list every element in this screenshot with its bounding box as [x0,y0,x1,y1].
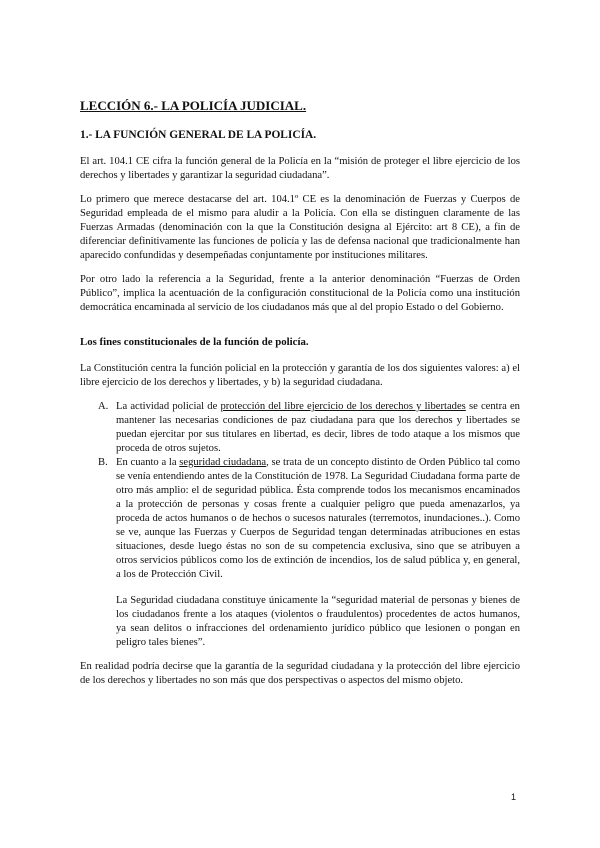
underlined-term-seguridad: seguridad ciudadana [179,457,267,468]
document-body [80,98,520,698]
list-item-b-text: En cuanto a la seguridad ciudadana, se trata de un concepto distinto de Orden Público tal como se venía entendiendo antes de la Constitución de 1978. La Seguridad Ciudadana forma parte de otro más amplio: el de seguridad pública. Ésta comprende todos los mecanismos encaminados a la protección de personas y cosas frente a cualquier peligro que pueda amenazarlos, ya proceda de actos humanos o de hechos o sucesos naturales (terremotos, inundaciones..). Como se ve, aunque las Fuerzas y Cuerpos de Seguridad tengan determinadas atribuciones en estas situaciones, desde luego éstas no son de su competencia exclusiva, sino que se atribuyen a otros servicios públicos como los de extinción de incendios, los de salud pública y, en general, a los de Protección Civil. [116,457,520,580]
list-item-a [80,400,520,456]
list-item-b [80,456,520,650]
values-list [80,400,520,650]
paragraph-denominacion: Lo primero que merece destacarse del art. 104.1º CE es la denominación de Fuerzas y Cuerpos de Seguridad empleada de el mismo para aludir a la Policía. Con ella se distinguen claramente de las Fuerzas Armadas (denominación con la que la Constitución designa al Ejército: art 8 CE), a fin de diferenciar definitivamente las funciones de policía y las de defensa nacional que tradicionalmente han aparecido confundidas y desempeñadas conjuntamente por instituciones militares. [80,194,520,261]
page-number: 1 [510,792,516,802]
underlined-term-derechos: protección del libre ejercicio de los derechos y libertades [220,401,466,412]
list-marker-a: A. [98,401,109,412]
paragraph-intro-valores: La Constitución centra la función policial en la protección y garantía de los dos siguientes valores: a) el libre ejercicio de los derechos y libertades, y b) la seguridad ciudadana. [80,363,520,388]
list-item-a-text: La actividad policial de protección del libre ejercicio de los derechos y libertades se centra en mantener las necesarias condiciones de paz ciudadana para que los derechos y libertades se puedan ejercitar por sus titulares en libertad, es decir, libres de todo ataque a los mismos que proceda de otros sujetos. [116,401,520,454]
list-marker-b: B. [98,457,108,468]
paragraph-conclusion: En realidad podría decirse que la garantía de la seguridad ciudadana y la protección del libre ejercicio de los derechos y libertades no son más que dos perspectivas o aspectos del mismo objeto. [80,661,520,686]
list-item-b-subparagraph: La Seguridad ciudadana constituye únicamente la “seguridad material de personas y bienes de los ciudadanos frente a los ataques (violentos o fraudulentos) procedentes de actos humanos, ya sean delitos o infracciones del ordenamiento jurídico público que lesionen o pongan en peligro tales bienes”. [116,595,520,648]
section-heading-fines: Los fines constitucionales de la función de policía. [80,336,309,348]
lesson-title: LECCIÓN 6.- LA POLICÍA JUDICIAL. [80,98,307,113]
section-heading-general-function: 1.- LA FUNCIÓN GENERAL DE LA POLICÍA. [80,129,317,141]
paragraph-art-104: El art. 104.1 CE cifra la función general de la Policía en la “misión de proteger el libre ejercicio de los derechos y libertades y garantizar la seguridad ciudadana”. [80,156,520,181]
paragraph-referencia-seguridad: Por otro lado la referencia a la Seguridad, frente a la anterior denominación “Fuerzas de Orden Público”, implica la acentuación de la configuración constitucional de la Policía como una institución democrática encaminada al servicio de los ciudadanos más que al del propio Estado o del Gobierno. [80,274,520,313]
